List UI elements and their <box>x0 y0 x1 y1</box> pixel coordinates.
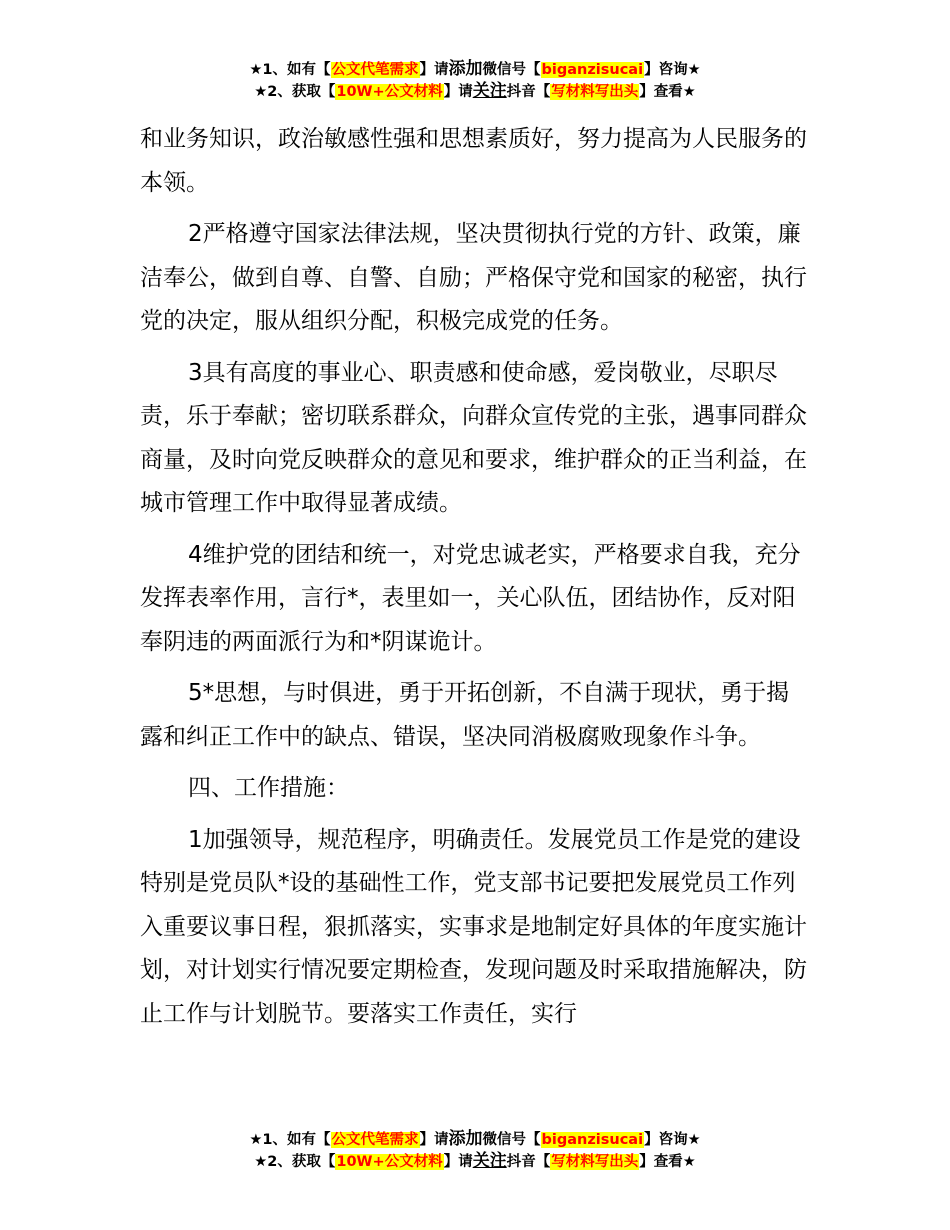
header-banner <box>0 59 950 103</box>
banner-line-1: ★1、如有【公文代笔需求】请添加微信号【biganzisucai】咨询★ <box>249 1129 701 1149</box>
highlight-materials: 10W+公文材料 <box>336 84 443 100</box>
banner-line-1: ★1、如有【公文代笔需求】请添加微信号【biganzisucai】咨询★ <box>249 59 701 79</box>
paragraph: 1加强领导，规范程序，明确责任。发展党员工作是党的建设特别是党员队*设的基础性工作，党支部书记要把发展党员工作列入重要议事日程，狠抓落实，实事求是地制定好具体的年度实施计划，对计划实行情况要定期检查，发现问题及时采取措施解决，防止工作与计划脱节。要落实工作责任，实行 <box>140 826 807 1027</box>
highlight-wechat-id: biganzisucai <box>541 1132 644 1148</box>
highlight-douyin: 写材料写出头 <box>551 1154 639 1170</box>
highlight-ghostwriting: 公文代笔需求 <box>331 1132 419 1148</box>
banner-line-2: ★2、获取【10W+公文材料】请关注抖音【写材料写出头】查看★ <box>254 1151 696 1171</box>
footer-banner <box>0 1129 950 1173</box>
paragraph: 2严格遵守国家法律法规，坚决贯彻执行党的方针、政策，廉洁奉公，做到自尊、自警、自励；严格保守党和国家的秘密，执行党的决定，服从组织分配，积极完成党的任务。 <box>140 221 807 334</box>
highlight-douyin: 写材料写出头 <box>551 84 639 100</box>
highlight-wechat-id: biganzisucai <box>541 62 644 78</box>
paragraph: 3具有高度的事业心、职责感和使命感，爱岗敬业，尽职尽责，乐于奉献；密切联系群众，向群众宣传党的主张，遇事同群众商量，及时向党反映群众的意见和要求，维护群众的正当利益，在城市管理工作中取得显著成绩。 <box>140 359 807 516</box>
highlight-materials: 10W+公文材料 <box>336 1154 443 1170</box>
paragraph: 4维护党的团结和统一，对党忠诚老实，严格要求自我，充分发挥表率作用，言行*，表里如一，关心队伍，团结协作，反对阳奉阴违的两面派行为和*阴谋诡计。 <box>140 541 801 655</box>
highlight-ghostwriting: 公文代笔需求 <box>331 62 419 78</box>
section-heading: 四、工作措施： <box>188 775 349 801</box>
banner-line-2: ★2、获取【10W+公文材料】请关注抖音【写材料写出头】查看★ <box>254 81 696 101</box>
paragraph: 5*思想，与时俱进，勇于开拓创新，不自满于现状，勇于揭露和纠正工作中的缺点、错误，坚决同消极腐败现象作斗争。 <box>140 680 790 750</box>
paragraph: 和业务知识，政治敏感性强和思想素质好，努力提高为人民服务的本领。 <box>140 126 807 196</box>
body-text <box>140 118 812 1044</box>
